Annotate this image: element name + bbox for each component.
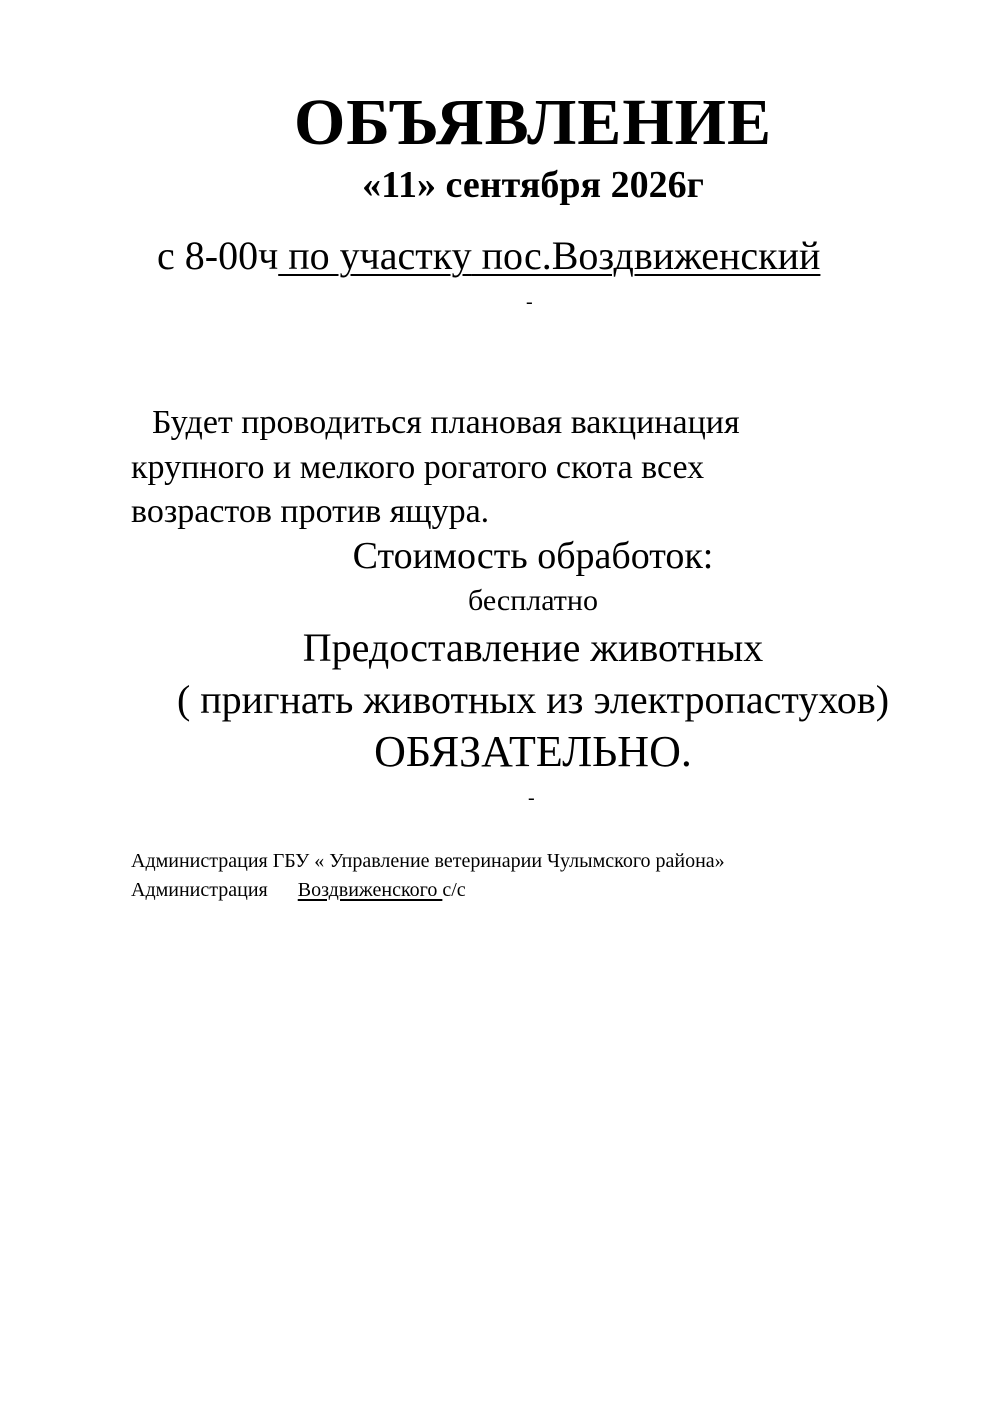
body-line-3: возрастов против ящура. — [131, 493, 490, 530]
notice-date: «11» сентября 2026г — [362, 164, 704, 206]
provision-note: ( пригнать животных из электропастухов) — [176, 677, 890, 722]
separator-dash: - — [526, 291, 533, 313]
separator-dash: - — [528, 787, 535, 809]
cost-label: Стоимость обработок: — [352, 535, 714, 577]
notice-title: ОБЪЯВЛЕНИЕ — [293, 86, 773, 159]
footer-admin-label: Администрация — [131, 879, 268, 901]
body-line-2: крупного и мелкого рогатого скота всех — [131, 449, 705, 486]
location-area-label: по участку — [278, 233, 472, 278]
body-line-1: Будет проводиться плановая вакцинация — [152, 404, 740, 441]
footer-settlement-suffix: с/с — [442, 879, 466, 901]
provision-heading: Предоставление животных — [302, 625, 764, 670]
footer-line-2 — [131, 880, 466, 900]
footer-line-1: Администрация ГБУ « Управление ветеринарии Чулымского района» — [131, 850, 725, 872]
location-place: пос.Воздвиженский — [471, 233, 821, 278]
mandatory-text: ОБЯЗАТЕЛЬНО. — [374, 727, 692, 776]
cost-value: бесплатно — [468, 584, 598, 617]
notice-location — [157, 233, 821, 278]
footer-settlement-name: Воздвиженского — [297, 879, 443, 901]
location-time: с 8-00ч — [157, 233, 279, 278]
